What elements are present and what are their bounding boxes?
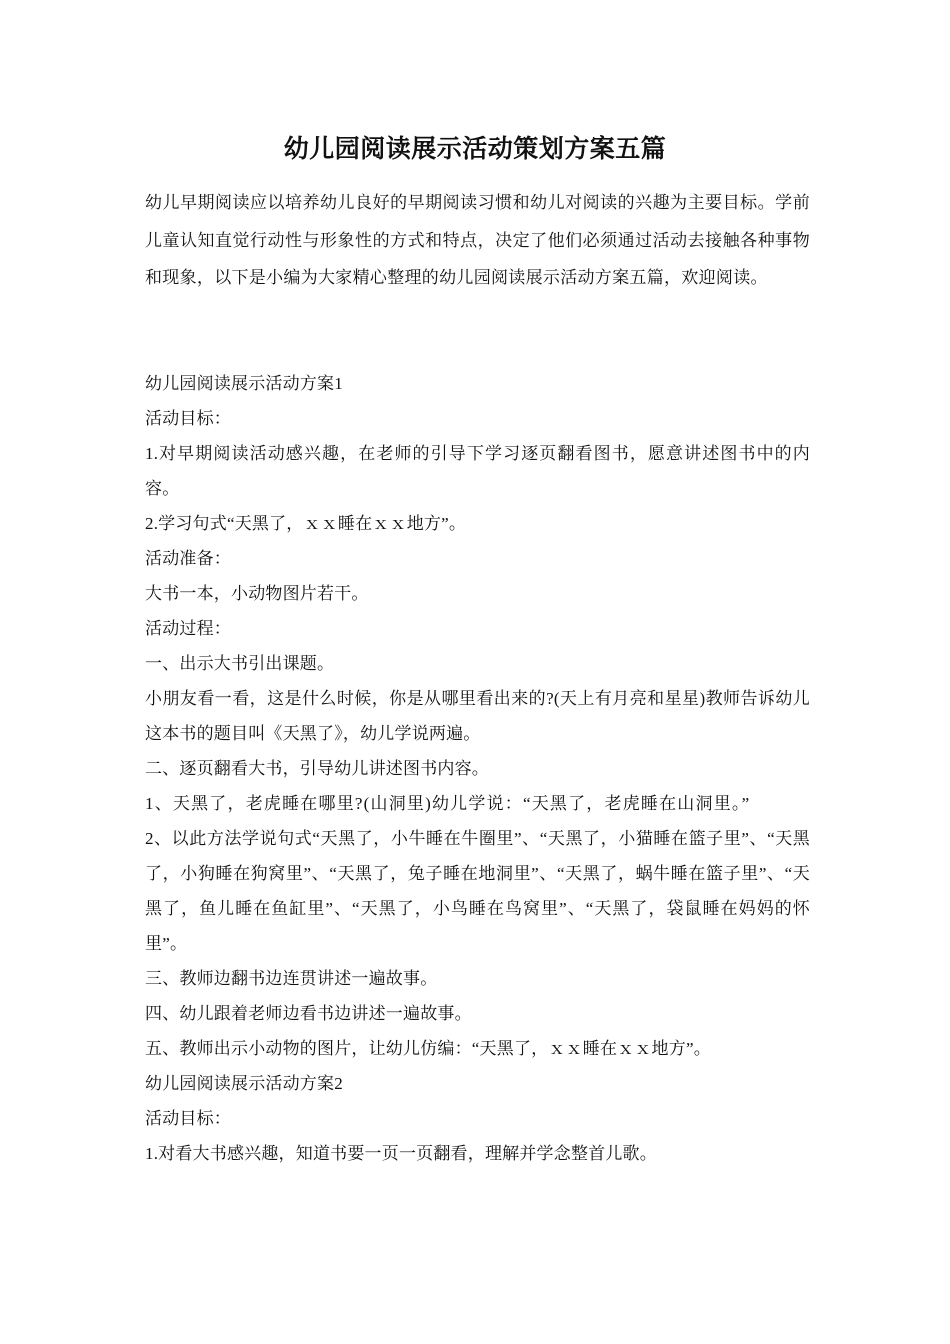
section-heading: 幼儿园阅读展示活动方案2 [145, 1074, 343, 1093]
paragraph: 小朋友看一看，这是什么时候，你是从哪里看出来的?(天上有月亮和星星)教师告诉幼儿这本书的题目叫《天黑了》，幼儿学说两遍。 [145, 689, 810, 743]
document-body [145, 366, 810, 1171]
subheading: 活动过程： [145, 619, 231, 638]
paragraph: 1、天黑了，老虎睡在哪里?(山洞里)幼儿学说：“天黑了，老虎睡在山洞里。” [145, 794, 751, 813]
paragraph: 一、出示大书引出课题。 [145, 654, 335, 673]
subheading: 活动目标： [145, 1109, 231, 1128]
paragraph: 五、教师出示小动物的图片，让幼儿仿编：“天黑了，ｘｘ睡在ｘｘ地方”。 [145, 1039, 711, 1058]
paragraph: 二、逐页翻看大书，引导幼儿讲述图书内容。 [145, 759, 489, 778]
paragraph: 1.对看大书感兴趣，知道书要一页一页翻看，理解并学念整首儿歌。 [145, 1144, 657, 1163]
paragraph: 1.对早期阅读活动感兴趣，在老师的引导下学习逐页翻看图书，愿意讲述图书中的内容。 [145, 444, 810, 498]
paragraph: 四、幼儿跟着老师边看书边讲述一遍故事。 [145, 1004, 472, 1023]
paragraph: 大书一本，小动物图片若干。 [145, 584, 369, 603]
subheading: 活动目标： [145, 409, 231, 428]
paragraph: 2.学习句式“天黑了，ｘｘ睡在ｘｘ地方”。 [145, 514, 467, 533]
subheading: 活动准备： [145, 549, 231, 568]
paragraph: 三、教师边翻书边连贯讲述一遍故事。 [145, 969, 438, 988]
section-heading: 幼儿园阅读展示活动方案1 [145, 374, 343, 393]
document-title: 幼儿园阅读展示活动策划方案五篇 [283, 136, 667, 163]
paragraph: 2、以此方法学说句式“天黑了，小牛睡在牛圈里”、“天黑了，小猫睡在篮子里”、“天黑了，小狗睡在狗窝里”、“天黑了，兔子睡在地洞里”、“天黑了，蜗牛睡在篮子里”、“天黑了，鱼儿睡在鱼缸里”、“天黑了，小鸟睡在鸟窝里”、“天黑了，袋鼠睡在妈妈的怀里”。 [145, 829, 810, 953]
intro-paragraph: 幼儿早期阅读应以培养幼儿良好的早期阅读习惯和幼儿对阅读的兴趣为主要目标。学前儿童认知直觉行动性与形象性的方式和特点，决定了他们必须通过活动去接触各种事物和现象，以下是小编为大家精心整理的幼儿园阅读展示活动方案五篇，欢迎阅读。 [145, 193, 810, 287]
